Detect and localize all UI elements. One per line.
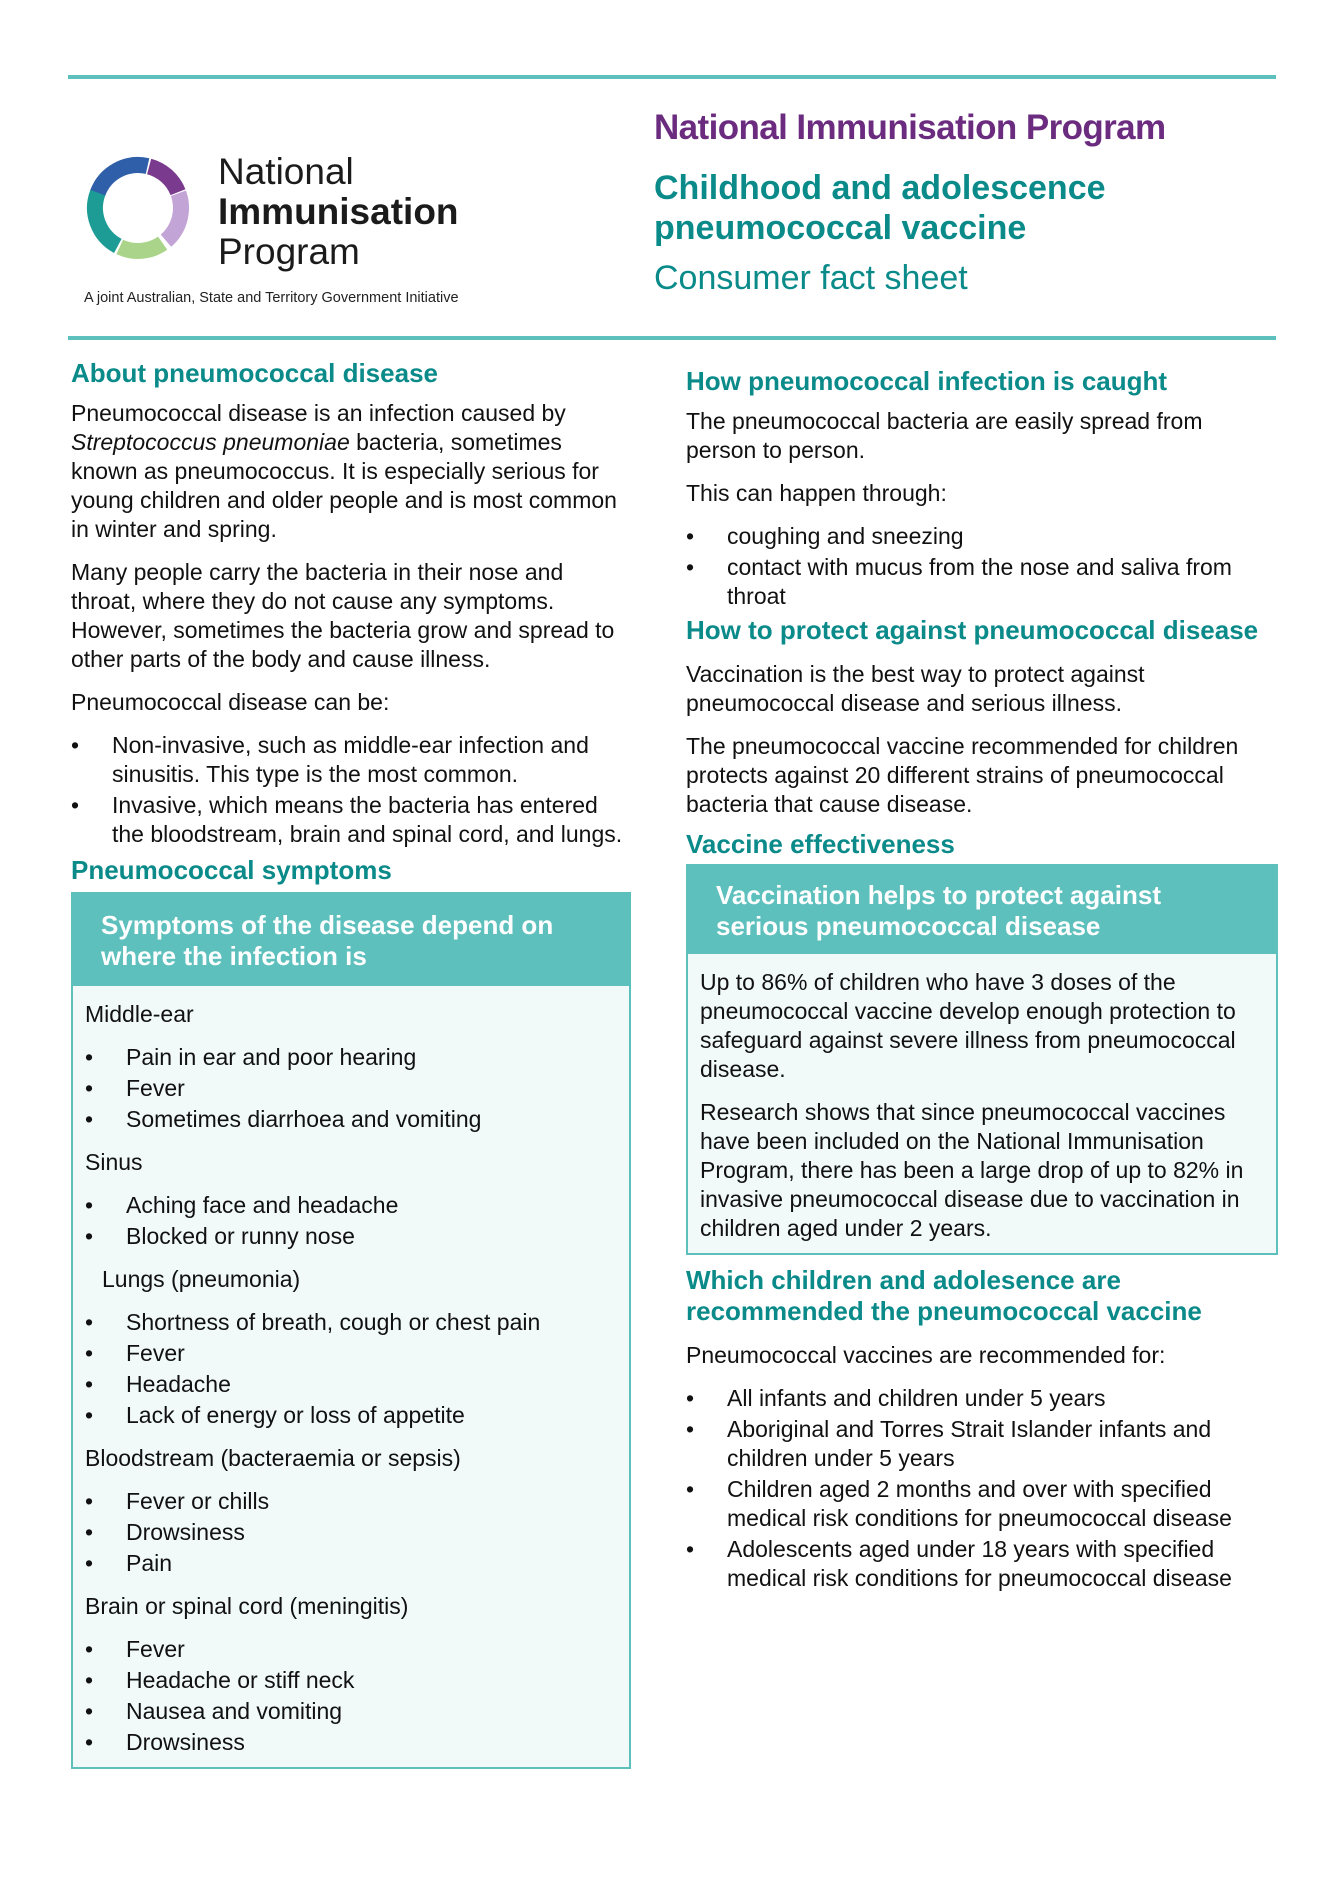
list-item: • Invasive, which means the bacteria has entered the bloodstream, brain and spinal cord, and lungs. (71, 791, 631, 849)
symptoms-box-heading: Symptoms of the disease depend on where the infection is (73, 894, 629, 986)
list-item: • Lack of energy or loss of appetite (85, 1401, 617, 1430)
title-line-1: Childhood and adolescence (654, 169, 1106, 207)
symptoms-box (71, 892, 631, 1769)
logo-line-2: Immunisation (218, 191, 459, 232)
about-p1-text-b: bacteria, sometimes known as pneumococcus. It is especially serious for young children and older people and is most common in winter and spring. (71, 429, 617, 542)
symptom-group-label: Sinus (85, 1149, 143, 1175)
list-item: • Fever (85, 1339, 617, 1368)
caught-heading: How pneumococcal infection is caught (686, 366, 1168, 396)
list-item: • Aching face and headache (85, 1191, 617, 1220)
about-p1-text-a: Pneumococcal disease is an infection caused by (71, 400, 566, 426)
list-item: • Drowsiness (85, 1728, 617, 1757)
logo-wordmark (218, 152, 459, 272)
list-item: • Children aged 2 months and over with specified medical risk conditions for pneumococcal disease (686, 1475, 1278, 1533)
list-item: • Aboriginal and Torres Strait Islander infants and children under 5 years (686, 1415, 1278, 1473)
list-item: • Headache or stiff neck (85, 1666, 617, 1695)
caught-paragraph-1: The pneumococcal bacteria are easily spread from person to person. (686, 408, 1203, 463)
recommended-list (686, 1384, 1278, 1593)
list-item: • Fever (85, 1074, 617, 1103)
symptom-group-label: Brain or spinal cord (meningitis) (85, 1593, 409, 1619)
document-header (654, 106, 1274, 300)
protect-paragraph-2: The pneumococcal vaccine recommended for children protects against 20 different strains of pneumococcal bacteria that cause disease. (686, 733, 1239, 817)
logo-line-3: Program (218, 231, 360, 272)
symptom-list (85, 1308, 617, 1430)
title-line-2: pneumococcal vaccine (654, 209, 1027, 247)
list-item: • Fever (85, 1635, 617, 1664)
protect-heading: How to protect against pneumococcal disease (686, 615, 1259, 645)
about-p1-italic: Streptococcus pneumoniae (71, 429, 350, 455)
document-title (654, 168, 1274, 248)
symptom-group-label: Bloodstream (bacteraemia or sepsis) (85, 1445, 461, 1471)
effectiveness-paragraph-1: Up to 86% of children who have 3 doses of the pneumococcal vaccine develop enough protection to safeguard against severe illness from pneumococcal disease. (700, 969, 1236, 1082)
symptom-list (85, 1043, 617, 1134)
caught-list (686, 522, 1278, 611)
symptom-list (85, 1191, 617, 1251)
effectiveness-paragraph-2: Research shows that since pneumococcal vaccines have been included on the National Immunisation Program, there has been a large drop of up to 82% in invasive pneumococcal disease due to vaccination in children aged under 2 years. (700, 1099, 1244, 1241)
about-paragraph-3: Pneumococcal disease can be: (71, 689, 390, 715)
program-name: National Immunisation Program (654, 108, 1166, 147)
symptoms-box-body (73, 986, 629, 1767)
logo-tagline: A joint Australian, State and Territory Government Initiative (84, 290, 459, 306)
list-item: • Sometimes diarrhoea and vomiting (85, 1105, 617, 1134)
recommended-intro: Pneumococcal vaccines are recommended for: (686, 1342, 1166, 1368)
list-item: • coughing and sneezing (686, 522, 1278, 551)
protect-paragraph-1: Vaccination is the best way to protect against pneumococcal disease and serious illness. (686, 661, 1145, 716)
list-item: • Shortness of breath, cough or chest pain (85, 1308, 617, 1337)
about-list (71, 731, 631, 849)
symptoms-heading: Pneumococcal symptoms (71, 855, 392, 885)
list-item: • Non-invasive, such as middle-ear infection and sinusitis. This type is the most common. (71, 731, 631, 789)
symptom-list (85, 1487, 617, 1578)
list-item: • Pain in ear and poor hearing (85, 1043, 617, 1072)
effectiveness-box-body (688, 954, 1276, 1253)
symptom-list (85, 1635, 617, 1757)
list-item: • Fever or chills (85, 1487, 617, 1516)
effectiveness-box-heading: Vaccination helps to protect against serious pneumococcal disease (688, 866, 1276, 954)
list-item: • Blocked or runny nose (85, 1222, 617, 1251)
effectiveness-box (686, 864, 1278, 1255)
right-column (686, 366, 1278, 1593)
top-rule (68, 75, 1276, 79)
list-item: • Nausea and vomiting (85, 1697, 617, 1726)
recommended-heading: Which children and adolesence are recommended the pneumococcal vaccine (686, 1265, 1202, 1326)
header-rule (68, 336, 1276, 340)
about-paragraph-1 (71, 399, 631, 544)
symptom-group-label: Lungs (pneumonia) (102, 1266, 301, 1292)
symptom-group-label: Middle-ear (85, 1001, 194, 1027)
list-item: • Pain (85, 1549, 617, 1578)
nip-logo-ring-icon (82, 152, 194, 264)
list-item: • Adolescents aged under 18 years with specified medical risk conditions for pneumococcal disease (686, 1535, 1278, 1593)
caught-paragraph-2: This can happen through: (686, 480, 947, 506)
document-subtitle: Consumer fact sheet (654, 259, 968, 297)
about-heading: About pneumococcal disease (71, 358, 438, 388)
list-item: • contact with mucus from the nose and saliva from throat (686, 553, 1278, 611)
effectiveness-heading: Vaccine effectiveness (686, 829, 955, 859)
logo-line-1: National (218, 151, 354, 192)
list-item: • Drowsiness (85, 1518, 617, 1547)
about-paragraph-2: Many people carry the bacteria in their nose and throat, where they do not cause any symptoms. However, sometimes the bacteria grow and spread to other parts of the body and cause illness. (71, 559, 615, 672)
left-column (71, 358, 631, 1769)
list-item: • Headache (85, 1370, 617, 1399)
list-item: • All infants and children under 5 years (686, 1384, 1278, 1413)
